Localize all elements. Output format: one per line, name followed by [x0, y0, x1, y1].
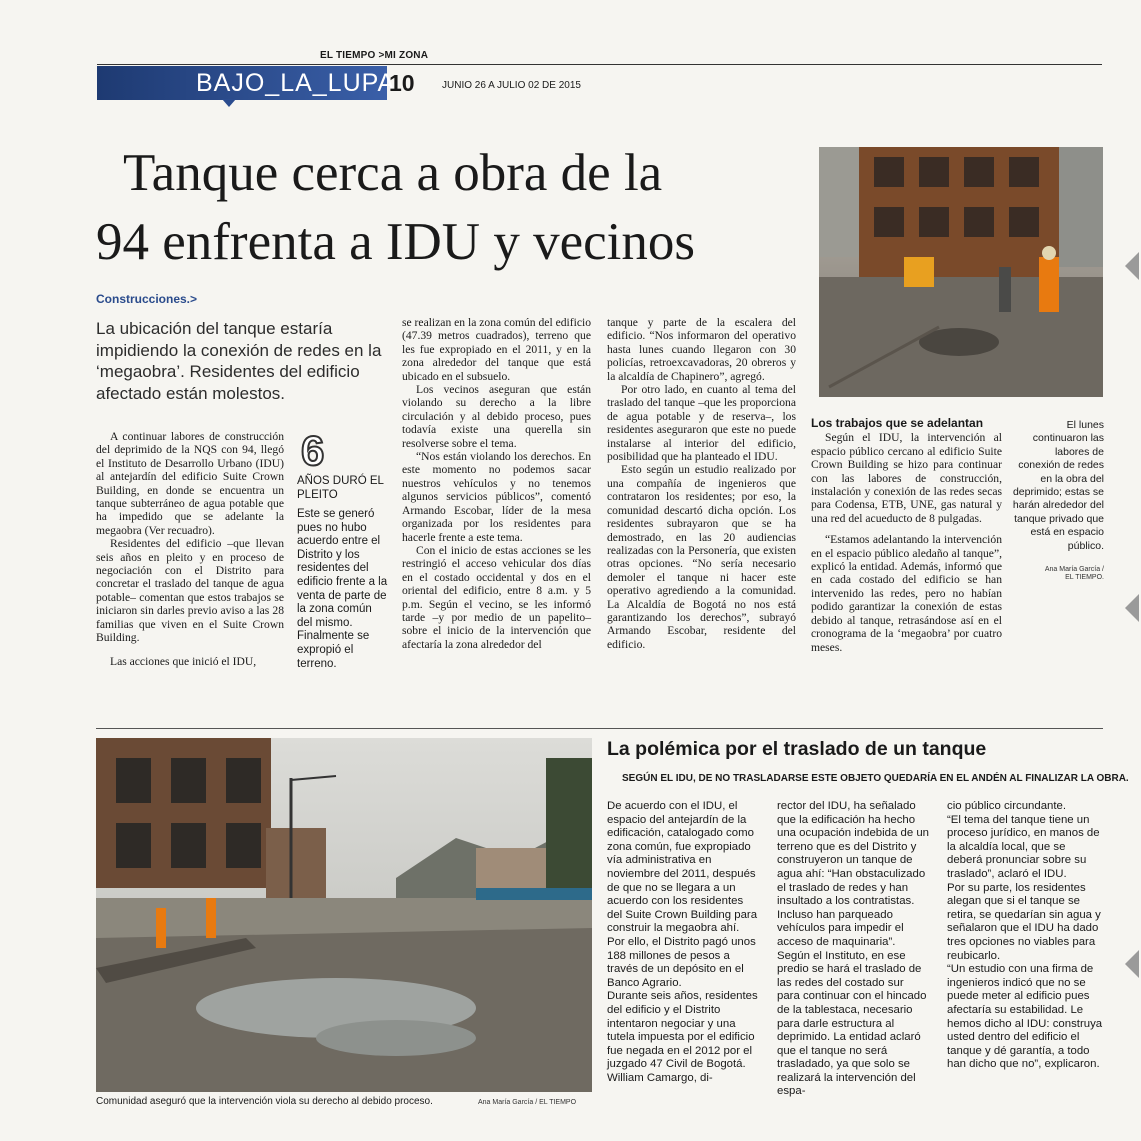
sidebar-column-3: [947, 800, 1103, 1072]
paragraph: “Nos están violando los derechos. En este momento no podemos sacar nuestros vehículos y no tenemos algunos servicios públicos”, comentó Armando Escobar, líder de la mesa organizada por los residentes para hacerle frente a este tema.: [402, 450, 591, 544]
header-rule: [97, 64, 1102, 65]
paragraph: Durante seis años, residentes del edificio y el Distrito intentaron negociar y una tutela impuesta por el edificio fue negada en el 2012 por el juzgado 47 Civil de Bogotá. William Camargo, di-: [607, 990, 758, 1084]
column-subhead: Los trabajos que se adelantan: [811, 416, 984, 430]
construction-photo-2: [96, 738, 592, 1092]
paragraph: Con el inicio de estas acciones se les restringió el acceso vehicular dos días en el costado occidental y dos en el oriental del edificio, entre 8 a.m. y 5 p.m. Según el vecino, se les informó tarde –y por medio de un papelito– sobre el inicio de la intervención que afectaría la zona alrededor del: [402, 543, 591, 651]
body-column-1: [96, 430, 284, 668]
section-divider: [96, 728, 1103, 729]
construction-scene-illustration: [819, 147, 1103, 397]
sidebar-subtitle: SEGÚN EL IDU, DE NO TRASLADARSE ESTE OBJETO QUEDARÍA EN EL ANDÉN AL FINALIZAR LA OBRA.: [622, 773, 1129, 784]
body-column-3: [607, 316, 796, 651]
paragraph: tanque y parte de la escalera del edificio. “Nos informaron del operativo hasta lunes cuando llegaron con 30 policías, retroexcavadoras, 20 obreros y la alcaldía de Chapinero”, agregó.: [607, 316, 796, 383]
paragraph: Los vecinos aseguran que están violando su derecho a la libre circulación y al debido proceso, pues todavía existe una querella sin resolverse sobre el tema.: [402, 383, 591, 450]
paragraph: se realizan en la zona común del edificio (47.39 metros cuadrados), terreno que les fue expropiado en el 2011, y en la zona alrededor del tanque que está ubicado en el subsuelo.: [402, 316, 591, 383]
headline-line-1: Tanque cerca a obra de la: [123, 144, 663, 202]
photo-1-caption: El lunes continuaron las labores de conexión de redes en la obra del deprimido; estas se harán alrededor del tanque privado que está en espacio público.: [1012, 419, 1104, 552]
paragraph: Por otro lado, en cuanto al tema del traslado del tanque –que les proporciona de agua potable y de reserva–, los residentes aseguraron que este no puede instalarse al interior del edificio, posibilidad que ha planteado el IDU.: [607, 383, 796, 464]
paragraph: De acuerdo con el IDU, el espacio del antejardín de la edificación, catalogado como zona común, fue expropiado vía administrativa en noviembre del 2011, después de que no se llegara a un acuerdo con los residentes del Suite Crown Building para construir la megaobra ahí. Por ello, el Distrito pagó unos 188 millones de pesos a través de un depósito en el Banco Agrario.: [607, 800, 758, 989]
paragraph: cio público circundante.: [947, 800, 1067, 812]
fact-box: [297, 427, 389, 671]
paragraph: Esto según un estudio realizado por una compañía de ingenieros que contrataron los residentes; por eso, la comunidad descartó dicha opción. Los residentes subrayaron que se ha demostrado, en las 20 audiencias realizadas con la Personería, que existen otras opciones. “No sería necesario demoler el tanque ni hacer este operativo agrediendo a la comunidad. La Alcaldía de Bogotá no nos está garantizando los derechos”, subrayó Armando Escobar, residente del edificio.: [607, 463, 796, 651]
paragraph: rector del IDU, ha señalado que la edificación ha hecho una ocupación indebida de un terreno que es del Distrito y construyeron un tanque de agua ahí: “Han obstaculizado el traslado de redes y han insultado a los contratistas. Incluso han parqueado vehículos para impedir el acceso de maquinaria”.: [777, 800, 930, 948]
fact-label: AÑOS DURÓ EL PLEITO: [297, 475, 384, 501]
photo-2-credit: Ana María García / EL TIEMPO: [478, 1099, 577, 1106]
paragraph: Según el IDU, la intervención al espacio público cercano al edificio Suite Crown Building se hizo para continuar con las labores de construcción, instalación y conexión de las redes secas para Codensa, ETB, UNE, gas natural y una red del acueducto de 8 pulgadas.: [811, 431, 1002, 525]
deck: La ubicación del tanque estaría impidiendo la conexión de redes en la ‘megaobra’. Residentes del edificio afectado están molestos.: [96, 319, 382, 403]
banner-pointer: [222, 99, 236, 107]
photo-2-caption: Comunidad aseguró que la intervención viola su derecho al debido proceso.: [96, 1096, 433, 1107]
scan-marker: [1125, 252, 1139, 280]
headline-line-2: 94 enfrenta a IDU y vecinos: [96, 213, 695, 271]
scan-marker: [1125, 594, 1139, 622]
paragraph: Las acciones que inició el IDU,: [110, 654, 257, 668]
sidebar-column-1: [607, 800, 759, 1085]
kicker: Construcciones.>: [96, 292, 198, 306]
sidebar-column-2: [777, 800, 929, 1099]
body-column-2: [402, 316, 591, 651]
paragraph: A continuar labores de construcción del deprimido de la NQS con 94, llegó el Instituto de Desarrollo Urbano (IDU) al antejardín del edificio Suite Crown Building, en donde se encuentra un tanque subterráneo de agua potable que ha impedido que se adelante la megaobra (Ver recuadro).: [96, 430, 284, 537]
fact-number: 6: [301, 427, 325, 474]
paragraph: Según el Instituto, en ese predio se hará el traslado de las redes del costado sur para continuar con el hincado de la tablestaca, necesario para darle estructura al deprimido. La entidad aclaró que el tanque no será trasladado, ya que solo se realizará la intervención del espa-: [777, 949, 927, 1098]
page-number: 10: [389, 70, 415, 96]
fact-text: Este se generó pues no hubo acuerdo entre el Distrito y los residentes del edificio frente a la venta de parte de la zona común del mismo. Finalmente se expropió el terreno.: [297, 508, 388, 670]
paragraph: “Estamos adelantando la intervención en el espacio público aledaño al tanque”, explicó la entidad. Además, informó que en cada costado del edificio se han intervenido las redes, pero no habían podido garantizar la conexión de estas debido al tanque, retrasándose así en el cronograma de la ‘megaobra’ por cuatro meses.: [811, 533, 1002, 654]
paragraph: Por su parte, los residentes alegan que si el tanque se retira, se quedarían sin agua y señalaron que el IDU ha dado tres opciones no viables para reubicarlo.: [947, 881, 1101, 962]
column-name: BAJO_LA_LUPA: [196, 69, 396, 97]
paragraph: Residentes del edificio –que llevan seis años en pleito y en proceso de negociación con el Distrito para concretar el traslado del tanque de agua potable– comentan que estos trabajos se iniciaron sin darles previo aviso a las 28 familias que viven en el Suite Crown Building.: [96, 537, 284, 645]
paragraph: “El tema del tanque tiene un proceso jurídico, en manos de la alcaldía local, que se deberá pronunciar sobre su traslado”, aclaró el IDU.: [947, 813, 1100, 880]
section-label: EL TIEMPO >MI ZONA: [320, 50, 429, 61]
issue-date: JUNIO 26 A JULIO 02 DE 2015: [442, 80, 581, 91]
paragraph: “Un estudio con una firma de ingenieros indicó que no se puede meter al edificio pues afectaría su estabilidad. Le hemos dicho al IDU: construya usted dentro del edificio el tanque y dé garantía, a todo han dicho que no”, explicaron.: [947, 963, 1103, 1071]
street-works-illustration: [96, 738, 592, 1092]
construction-photo-1: [819, 147, 1103, 397]
body-column-4: [811, 417, 1002, 654]
sidebar-title: La polémica por el traslado de un tanque: [607, 738, 987, 760]
scan-marker: [1125, 950, 1139, 978]
photo-1-credit: Ana María García / EL TIEMPO.: [1044, 566, 1104, 581]
